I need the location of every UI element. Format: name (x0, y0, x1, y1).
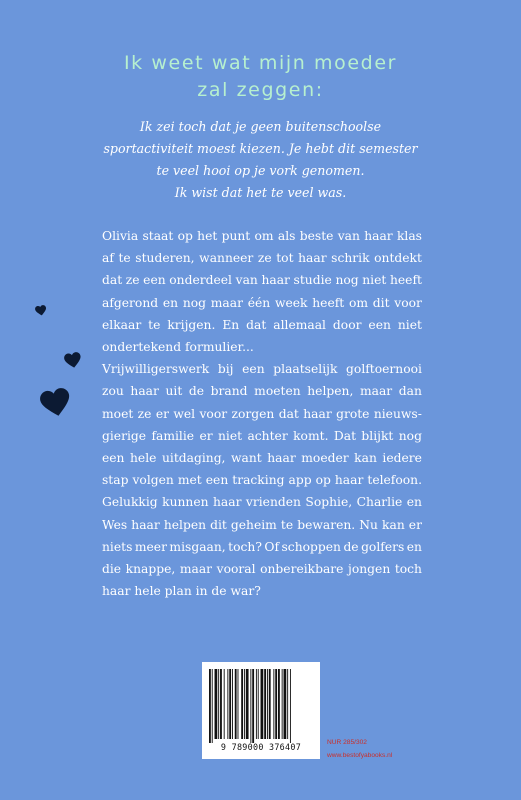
heart-icon (35, 305, 47, 317)
blurb-line: Vrijwilligerswerk bij een plaatselijk golftoernooi (102, 362, 422, 377)
blurb-line: stap volgen met een tracking app op haar telefoon. (102, 473, 422, 488)
quote-line: te veel hooi op je vork genomen. (156, 163, 365, 178)
heart-icon (40, 388, 72, 420)
headline-line-1: Ik weet wat mijn moeder (123, 52, 398, 74)
publisher-website: www.bestofyabooks.nl (327, 752, 393, 759)
headline (0, 50, 521, 104)
headline-line-2: zal zeggen: (197, 79, 324, 101)
quote-line: Ik wist dat het te veel was. (174, 185, 347, 200)
blurb-line: elkaar te krijgen. En dat allemaal door een niet (102, 317, 422, 332)
blurb-line: moet ze er wel voor zorgen dat haar grote nieuws- (102, 406, 422, 421)
barcode (202, 662, 320, 759)
blurb-line: die knappe, maar vooral onbereikbare jongen toch (102, 562, 422, 577)
isbn-number: 9 789000 376407 (220, 742, 302, 752)
nur-code: NUR 285/302 (327, 739, 367, 746)
blurb-line: af te studeren, wanneer ze tot haar schrik ontdekt (102, 251, 422, 266)
blurb-line: dat ze een onderdeel van haar studie nog niet heeft (102, 273, 422, 288)
barcode-bars (209, 669, 313, 743)
blurb-line: Olivia staat op het punt om als beste van haar klas (102, 229, 422, 243)
heart-icon (64, 352, 82, 370)
blurb-line: Wes haar helpen dit geheim te bewaren. Nu kan er (102, 517, 422, 532)
blurb-line: afgerond en nog maar één week heeft om dit voor (102, 295, 422, 310)
mother-quote (0, 116, 521, 204)
quote-line: Ik zei toch dat je geen buitenschoolse (139, 119, 382, 134)
blurb-line: ondertekend formulier... (102, 340, 254, 355)
blurb-line: niets meer misgaan, toch? Of schoppen de golfers en (102, 539, 422, 554)
blurb-line: Gelukkig kunnen haar vrienden Sophie, Charlie en (102, 495, 422, 510)
quote-line: sportactiviteit moest kiezen. Je hebt dit semester (103, 141, 418, 156)
blurb-line: haar hele plan in de war? (102, 584, 261, 599)
book-blurb (102, 225, 422, 602)
blurb-line: een hele uitdaging, want haar moeder kan iedere (102, 451, 422, 466)
blurb-line: zou haar uit de brand moeten helpen, maar dan (102, 384, 422, 399)
blurb-line: gierige familie er niet achter komt. Dat blijkt nog (102, 428, 422, 443)
